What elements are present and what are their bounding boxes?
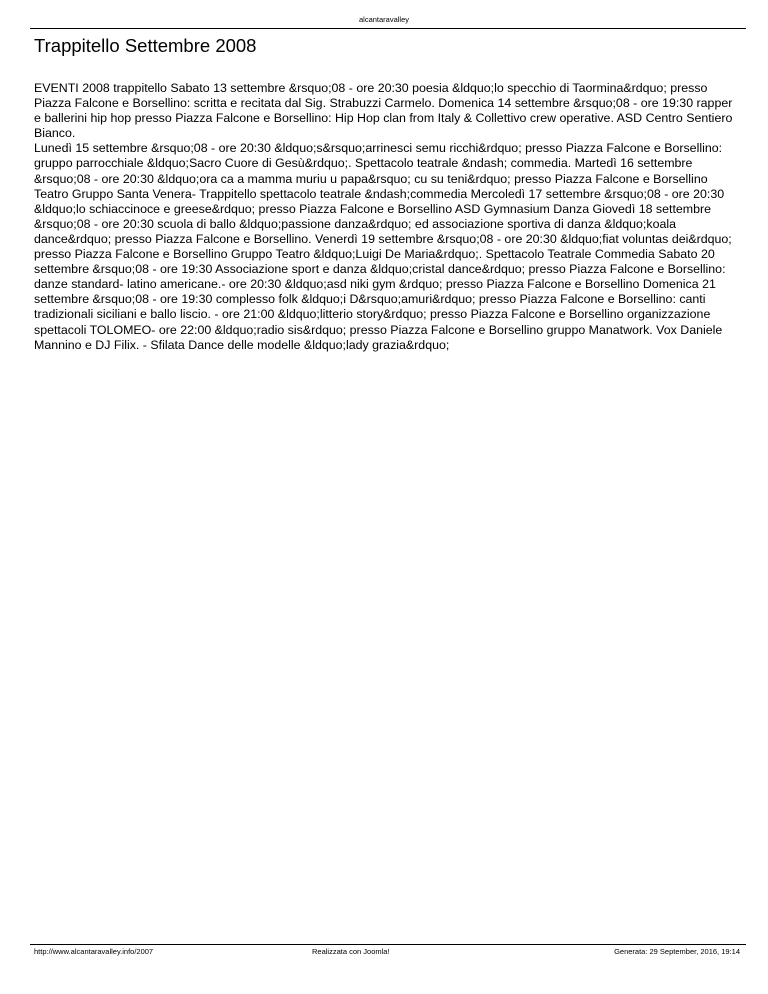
article-paragraph: EVENTI 2008 trappitello Sabato 13 settembre &rsquo;08 - ore 20:30 poesia &ldquo;lo specchio di Taormina&rdquo; presso Piazza Falcone e Borsellino: scritta e recitata dal Sig. Strabuzzi Carmelo. Domenica 14 settembre &rsquo;08 - ore 19:30 rapper e ballerini hip hop presso Piazza Falcone e Borsellino: Hip Hop clan from Italy & Collettivo crew operative. ASD Centro Sentiero Bianco.: [34, 81, 733, 141]
footer-divider: [30, 944, 746, 945]
footer-url: http://www.alcantaravalley.info/2007: [34, 947, 154, 956]
site-header: alcantaravalley: [358, 15, 410, 24]
page-title: Trappitello Settembre 2008: [34, 35, 257, 56]
article-body: [34, 81, 740, 353]
article-paragraph: Lunedì 15 settembre &rsquo;08 - ore 20:30 &ldquo;s&rsquo;arrinesci semu ricchi&rdquo; presso Piazza Falcone e Borsellino: gruppo parrocchiale &ldquo;Sacro Cuore di Gesù&rdquo;. Spettacolo teatrale &ndash; commedia. Martedì 16 settembre &rsquo;08 - ore 20:30 &ldquo;ora ca a mamma muriu u papa&rsquo; cu su teni&rdquo; presso Piazza Falcone e Borsellino Teatro Gruppo Santa Venera- Trappitello spettacolo teatrale &ndash;commedia Mercoledì 17 settembre &rsquo;08 - ore 20:30 &ldquo;lo schiaccinoce e greese&rdquo; presso Piazza Falcone e Borsellino ASD Gymnasium Danza Giovedì 18 settembre &rsquo;08 - ore 20:30 scuola di ballo &ldquo;passione danza&rdquo; ed associazione sportiva di danza &ldquo;koala dance&rdquo; presso Piazza Falcone e Borsellino. Venerdì 19 settembre &rsquo;08 - ore 20:30 &ldquo;fiat voluntas dei&rdquo; presso Piazza Falcone e Borsellino Gruppo Teatro &ldquo;Luigi De Maria&rdquo;. Spettacolo Teatrale Commedia Sabato 20 settembre &rsquo;08 - ore 19:30 Associazione sport e danza &ldquo;cristal dance&rdquo; presso Piazza Falcone e Borsellino: danze standard- latino americane.- ore 20:30 &ldquo;asd niki gym &rdquo; presso Piazza Falcone e Borsellino Domenica 21 settembre &rsquo;08 - ore 19:30 complesso folk &ldquo;i D&rsquo;amuri&rdquo; presso Piazza Falcone e Borsellino: canti tradizionali siciliani e ballo liscio. - ore 21:00 &ldquo;litterio story&rdquo; presso Piazza Falcone e Borsellino organizzazione spettacoli TOLOMEO- ore 22:00 &ldquo;radio sis&rdquo; presso Piazza Falcone e Borsellino gruppo Manatwork. Vox Daniele Mannino e DJ Filix. - Sfilata Dance delle modelle &ldquo;lady grazia&rdquo;: [34, 141, 732, 352]
page-footer: [34, 947, 740, 959]
footer-credit: Realizzata con Joomla!: [312, 947, 390, 956]
header-divider: [30, 28, 746, 29]
footer-generated-date: Generata: 29 September, 2016, 19:14: [614, 947, 740, 956]
